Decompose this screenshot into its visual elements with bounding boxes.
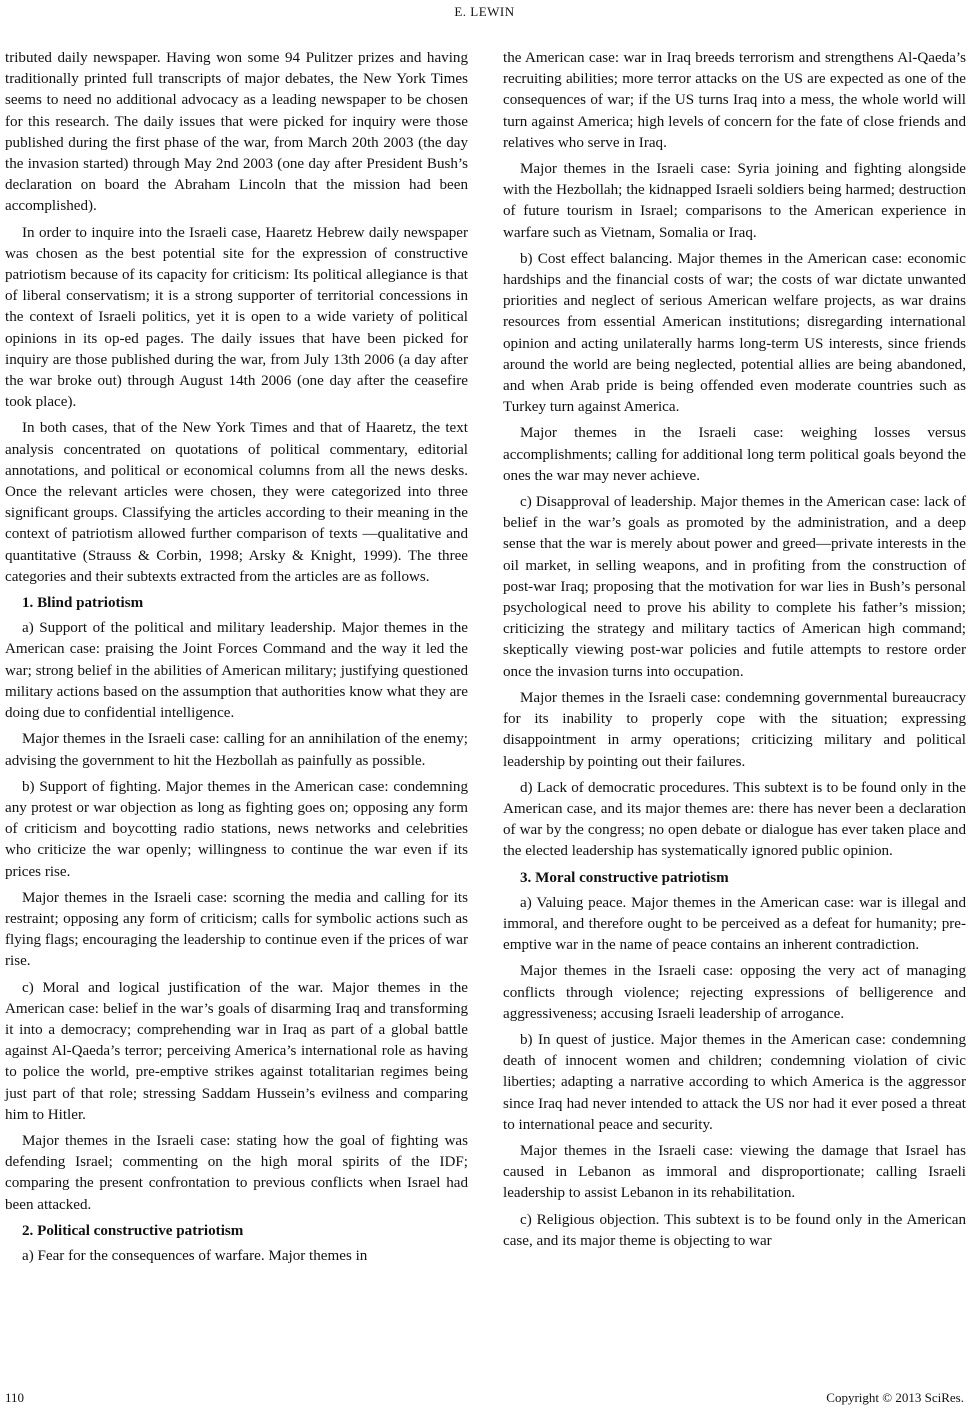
paragraph: c) Moral and logical justification of the war. Major themes in the American case: belief in the war’s goals of disarming Iraq and transforming it into a democracy; comprehending war in Iraq as part of a global battle against Al-Qaeda’s terror; perceiving America’s international role as having to police the world, pre-emptive strikes against totalitarian regimes being just part of that role; stressing Saddam Hussein’s evilness and comparing him to Hitler. (5, 979, 468, 1123)
right-column (503, 48, 966, 1257)
paragraph: a) Fear for the consequences of warfare. Major themes in (22, 1247, 368, 1264)
paragraph: the American case: war in Iraq breeds terrorism and strengthens Al-Qaeda’s recruiting abilities; more terror attacks on the US are expected as one of the consequences of war; if the US turns Iraq into a mess, the whole world will turn against America; high levels of concern for the fate of close friends and relatives who serve in Iraq. (503, 50, 966, 151)
paragraph: a) Support of the political and military leadership. Major themes in the American case: praising the Joint Forces Command and the way it led the war; strong belief in the abilities of American military; justifying questioned military actions based on the assumption that authorities know what they are doing due to confidential intelligence. (5, 620, 468, 722)
running-head: E. LEWIN (454, 4, 515, 19)
paragraph: Major themes in the Israeli case: viewing the damage that Israel has caused in Lebanon as immoral and disproportionate; calling Israeli leadership to assist Lebanon in its rehabilitation. (503, 1142, 966, 1202)
paragraph: b) In quest of justice. Major themes in the American case: condemning death of innocent women and children; condemning violation of civic liberties; adapting a narrative according to which America is the aggressor since Iraq had never intended to attack the US nor had it ever posed a threat to international peace and security. (503, 1031, 966, 1133)
paragraph: tributed daily newspaper. Having won some 94 Pulitzer prizes and having traditionally printed full transcripts of major debates, the New York Times seems to need no additional advocacy as a leading newspaper to be chosen for this research. The daily issues that were picked for inquiry were those published during the first phase of the war, from March 20th 2003 (the day the invasion started) through May 2nd 2003 (one day after President Bush’s declaration on board the Abraham Lincoln that the mission had been accomplished). (5, 50, 468, 215)
paragraph: Major themes in the Israeli case: scorning the media and calling for its restraint; opposing any form of criticism; calls for symbolic actions such as flying flags; encouraging the leadership to continue even if the prices of war rise. (5, 889, 468, 970)
paragraph: d) Lack of democratic procedures. This subtext is to be found only in the American case, and its major themes are: there has never been a declaration of war by the congress; no open debate or dialogue has ever taken place and the elected leadership has systematically ignored public opinion. (503, 779, 966, 860)
paragraph: Major themes in the Israeli case: condemning governmental bureaucracy for its inability to properly cope with the situation; expressing disappointment in army operations; criticizing military and political leadership by pointing out their failures. (503, 689, 966, 770)
paragraph: Major themes in the Israeli case: calling for an annihilation of the enemy; advising the government to hit the Hezbollah as painfully as possible. (5, 731, 468, 769)
page-number: 110 (5, 1390, 25, 1405)
left-column (5, 48, 468, 1272)
paragraph: Major themes in the Israeli case: stating how the goal of fighting was defending Israel; commenting on the high moral spirits of the IDF; comparing the present confrontation to previous conflicts when Israel had been attacked. (5, 1132, 468, 1213)
paragraph: In order to inquire into the Israeli case, Haaretz Hebrew daily newspaper was chosen as the best potential site for the expression of constructive patriotism because of its capacity for criticism: Its political allegiance is that of liberal conservatism; it is a strong supporter of territorial concessions in the context of Israeli politics, yet it is open to a wide variety of political opinions in its op-ed pages. The daily issues that have been picked for inquiry are those published during the war, from July 13th 2006 (a day after the war broke out) through August 14th 2006 (one day after the ceasefire took place). (5, 224, 468, 411)
copyright-notice: Copyright © 2013 SciRes. (826, 1390, 964, 1405)
paragraph: Major themes in the Israeli case: opposing the very act of managing conflicts through violence; rejecting expressions of belligerence and aggressiveness; accusing Israeli leadership of arrogance. (503, 963, 966, 1022)
paragraph: c) Religious objection. This subtext is to be found only in the American case, and its major theme is objecting to war (503, 1211, 966, 1249)
paragraph: In both cases, that of the New York Times and that of Haaretz, the text analysis concentrated on quotations of political commentary, editorial annotations, and political or economical columns from all the news desks. Once the relevant articles were chosen, they were categorized into three significant groups. Classifying the articles according to their meaning in the context of patriotism allowed further comparison of texts —qualitative and quantitative (Strauss & Corbin, 1998; Arsky & Knight, 1999). The three categories and their subtexts extracted from the articles are as follows. (5, 420, 468, 585)
paragraph: c) Disapproval of leadership. Major themes in the American case: lack of belief in the war’s goals as promoted by the administration, and a deep sense that the war is merely about power and greed—private interests in the oil market, in selling weapons, and in profiting from the construction of post-war Iraq; proposing that the motivation for war lies in Bush’s personal psychological need to prove his ability to complete his father’s mission; criticizing the strategy and military tactics of American high command; skeptically viewing post-war policies and futile attempts to restore order once the invasion turns into occupation. (503, 494, 966, 680)
section-heading: 1. Blind patriotism (22, 595, 144, 612)
paragraph: b) Cost effect balancing. Major themes in the American case: economic hardships and the financial costs of war; the costs of war dictate unwanted priorities and neglect of serious American welfare projects, as war drains resources from essential American institutions; disregarding international opinion and acting unilaterally harms long-term US interests, since friends around the world are being neglected, potential allies are being abandoned, and when Arab pride is being offended even moderate countries such as Turkey turn against America. (503, 250, 966, 416)
paragraph: b) Support of fighting. Major themes in the American case: condemning any protest or war objection as long as fighting goes on; opposing any form of criticism and boycotting radio stations, news networks and celebrities who criticize the war openly; willingness to continue the war even if its prices rise. (5, 778, 468, 880)
paragraph: a) Valuing peace. Major themes in the American case: war is illegal and immoral, and therefore ought to be perceived as a defeat for humanity; pre-emptive war in the name of peace contains an inherent contradiction. (503, 894, 966, 954)
paragraph: Major themes in the Israeli case: Syria joining and fighting alongside with the Hezbollah; the kidnapped Israeli soldiers being harmed; destruction of future tourism in Israel; comparisons to the American experience in warfare such as Vietnam, Somalia or Iraq. (503, 161, 966, 241)
section-heading: 3. Moral constructive patriotism (520, 869, 729, 886)
paragraph: Major themes in the Israeli case: weighing losses versus accomplishments; calling for additional long term political goals beyond the ones the war may never achieve. (503, 425, 966, 484)
section-heading: 2. Political constructive patriotism (22, 1222, 244, 1239)
